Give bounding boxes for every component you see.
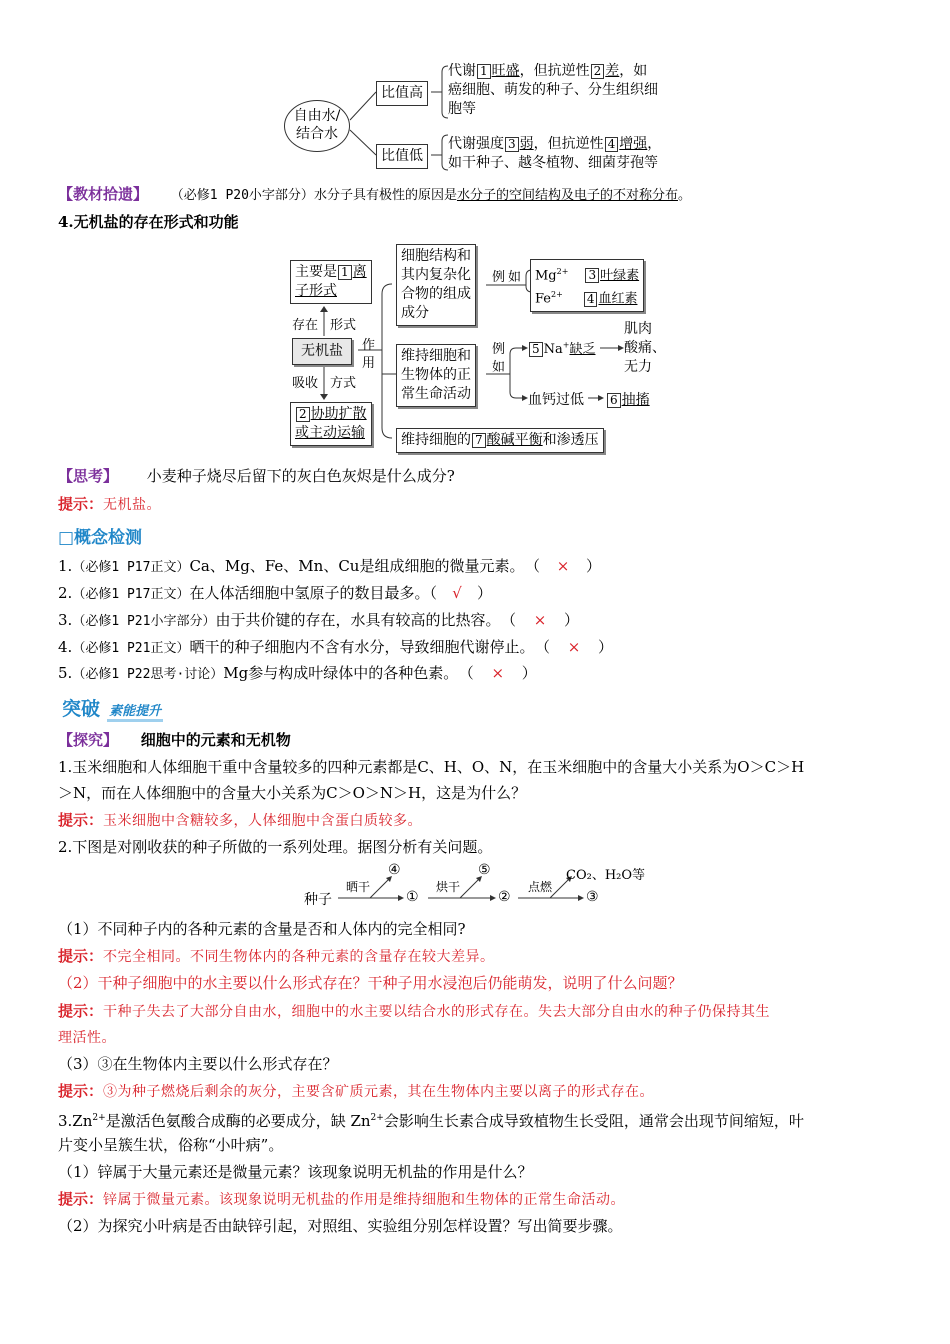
na-deficiency: 5 Na+缺乏 xyxy=(528,338,596,357)
q3-sub2: （2）为探究小叶病是否由缺锌引起，对照组、实验组分别怎样设置？写出简要步骤。 xyxy=(58,1217,623,1235)
label-example-1: 例如 xyxy=(492,270,525,285)
ca-result: 6 抽搐 xyxy=(606,389,650,409)
textbook-note: 【教材拾遗】 （必修1 P20小字部分）水分子具有极性的原因是水分子的空间结构及电子的不对称分布。 xyxy=(58,185,691,203)
ratio-center-line1: 自由水/ xyxy=(293,108,341,124)
flow-circle-3: ③ xyxy=(586,889,599,905)
flow-burn: 点燃 xyxy=(528,880,553,894)
check-item: 3.（必修1 P21小字部分）由于共价键的存在，水具有较高的比热容。 （ × ） xyxy=(58,611,579,629)
q1-line2: ＞N，而在人体细胞中的含量大小关系为C＞O＞N＞H，这是为什么？ xyxy=(58,784,527,802)
check-mark: × xyxy=(556,557,570,575)
label-way: 方式 xyxy=(330,376,357,391)
q1-line1: 1.玉米细胞和人体细胞干重中含量较多的四种元素都是C、H、O、N，在玉米细胞中的含量大小关系为O＞C＞H xyxy=(58,758,805,776)
q2-hint2: 提示：干种子失去了大部分自由水，细胞中的水主要以结合水的形式存在。失去大部分自由水的种子仍保持其生 xyxy=(58,1002,771,1020)
q2-hint2-cont: 理活性。 xyxy=(58,1030,116,1046)
salt-transport-box: 2 协助扩散 或主动运输 xyxy=(290,402,372,446)
check-mark: × xyxy=(533,611,547,629)
label-exist: 存在 xyxy=(292,318,319,333)
flow-dry-bake: 烘干 xyxy=(436,880,461,894)
check-mark: × xyxy=(491,664,505,682)
label-form: 形式 xyxy=(330,318,357,333)
q3-hint1: 提示：锌属于微量元素。该现象说明无机盐的作用是维持细胞和生物体的正常生命活动。 xyxy=(58,1190,626,1208)
function-balance-box: 维持细胞的 7 酸碱平衡和渗透压 xyxy=(396,428,604,453)
check-mark: √ xyxy=(452,584,462,602)
q2-sub1: （1）不同种子内的各种元素的含量是否和人体内的完全相同? xyxy=(58,920,466,938)
q3-sub1: （1）锌属于大量元素还是微量元素？该现象说明无机盐的作用是什么？ xyxy=(58,1163,533,1181)
q2-hint3: 提示：③为种子燃烧后剩余的灰分，主要含矿质元素，其在生物体内主要以离子的形式存在。 xyxy=(58,1082,655,1100)
label-example-2a: 例 xyxy=(492,342,506,357)
salt-main-form-box: 主要是 1 离 子形式 xyxy=(290,260,372,304)
ratio-low-box: 比值低 xyxy=(376,144,428,169)
flow-circle-4: ④ xyxy=(388,862,401,878)
breakthrough-title: 突破 xyxy=(62,698,101,720)
label-use-1: 作 xyxy=(362,338,376,353)
q2-hint1: 提示：不完全相同。不同生物体内的各种元素的含量存在较大差异。 xyxy=(58,947,495,965)
flow-circle-1: ① xyxy=(406,889,419,905)
salt-center-box: 无机盐 xyxy=(292,338,352,365)
q2-intro: 2.下图是对刚收获的种子所做的一系列处理。据图分析有关问题。 xyxy=(58,838,493,856)
check-item: 4.（必修1 P21正文）晒干的种子细胞内不含有水分，导致细胞代谢停止。 （ × ） xyxy=(58,638,613,656)
q3-line1: $3.Zn^{2+}$是激活色氨酸合成酶的必要成分，缺 $Zn^{2+}$会影响生长素合成导致植物生长受阻，通常会出现节间缩短，叶 xyxy=(58,1112,804,1130)
ca-deficiency: 血钙过低 xyxy=(528,392,584,408)
ratio-center-ellipse xyxy=(284,100,350,152)
label-use-2: 用 xyxy=(362,356,376,371)
breakthrough-subtitle: 素能提升 xyxy=(107,700,163,722)
flow-circle-5: ⑤ xyxy=(478,862,491,878)
check-item: 2.（必修1 P17正文）在人体活细胞中氢原子的数目最多。（ √ ） xyxy=(58,584,492,602)
flow-products: CO₂、H₂O等 xyxy=(566,868,646,883)
q3-line2: 片变小呈簇生状，俗称“小叶病”。 xyxy=(58,1136,284,1154)
function-life-box: 维持细胞和 生物体的正 常生命活动 xyxy=(396,344,476,407)
think-hint: 提示：无机盐。 xyxy=(58,495,162,513)
flow-dry-sun: 晒干 xyxy=(346,880,371,894)
mg-fe-box: $Mg^{2+}$ 3 叶绿素 $Fe^{2+}$ 4 血红素 xyxy=(530,259,644,312)
think-question: 【思考】 小麦种子烧尽后留下的灰白色灰烬是什么成分? xyxy=(58,467,455,485)
flow-circle-2: ② xyxy=(498,889,511,905)
ratio-high-desc: 代谢 1 旺盛，但抗逆性 2 差，如 癌细胞、萌发的种子、分生组织细 胞等 xyxy=(448,63,658,117)
flow-seed: 种子 xyxy=(304,892,332,908)
ratio-high-box: 比值高 xyxy=(376,81,428,106)
function-structure-box: 细胞结构和 其内复杂化 合物的组成 成分 xyxy=(396,244,476,326)
breakthrough-banner xyxy=(62,694,204,720)
check-mark: × xyxy=(567,638,581,656)
concept-check-title: □概念检测 xyxy=(58,528,143,548)
section-4-title: 4.无机盐的存在形式和功能 xyxy=(58,213,239,231)
label-example-2b: 如 xyxy=(492,360,506,375)
q2-sub2: （2）干种子细胞中的水主要以什么形式存在？干种子用水浸泡后仍能萌发，说明了什么问题？ xyxy=(58,974,683,992)
label-absorb: 吸收 xyxy=(292,376,319,391)
check-item: 5.（必修1 P22思考·讨论）Mg参与构成叶绿体中的各种色素。 （ × ） xyxy=(58,664,537,682)
q2-sub3: （3）③在生物体内主要以什么形式存在？ xyxy=(58,1055,338,1073)
q1-hint: 提示：玉米细胞中含糖较多，人体细胞中含蛋白质较多。 xyxy=(58,811,423,829)
ratio-low-desc: 代谢强度 3 弱，但抗逆性 4 增强， 如干种子、越冬植物、细菌芽孢等 xyxy=(448,136,662,171)
check-item: 1.（必修1 P17正文）Ca、Mg、Fe、Mn、Cu是组成细胞的微量元素。 （ × ） xyxy=(58,557,601,575)
ratio-center-line2: 结合水 xyxy=(296,126,338,142)
na-result: 肌肉 酸痛、 无力 xyxy=(624,321,666,375)
explore-heading: 【探究】 细胞中的元素和无机物 xyxy=(58,731,291,749)
